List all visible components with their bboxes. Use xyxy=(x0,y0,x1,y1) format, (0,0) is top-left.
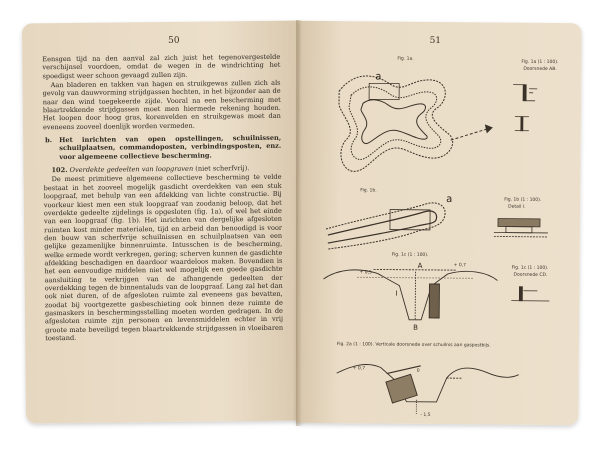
fig2a-level-zero: 0 xyxy=(416,368,420,374)
fig1c-letter-A: A xyxy=(417,261,423,270)
fig1c-detail-drawing xyxy=(511,287,549,301)
fig1c-cross-section xyxy=(323,269,497,321)
heading-text: Het inrichten van open opstellingen, schuilnissen, schuilplaatsen, commandoposten, verbindingsposten, enz. voor algemeene collectieve bescherming. xyxy=(59,133,282,161)
section-heading-b xyxy=(43,134,281,162)
intro-paragraph-1: Eensgen tijd na den aanval zal zich juist het tegenovergestelde verschijnsel voordoen, omdat de wegen in de windrichting het spoedigst weer schoon gevaagd zullen zijn. xyxy=(42,52,281,80)
section-suffix: (niet scherfvrij). xyxy=(195,164,250,173)
fig1c-level-mid: + 0,5 xyxy=(359,270,372,276)
section-number: 102. xyxy=(51,166,68,175)
page-number-right: 51 xyxy=(429,35,442,47)
fig1a-caption: Fig. 1a. xyxy=(397,56,414,62)
section-body: De meest primitieve algemeene collectieve bescherming te velde bestaat in het zooveel mogelijk gasdicht overdekken van een stuk loopgraaf, met behulp van een afdekking van lichte constructie. Bij voorkeur kiest men een stuk loopgraaf van zoodanig beloop, dat het overdekte gedeelte zijdelings is opgesloten (fig. 1a), of wel het einde van een loopgraaf (fig. 1b). Het inrichten van dergelijke afgesloten ruimten kost minder materialen, tijd en arbeid dan benoodigd is voor den bouw van scherfvrije schuilnissen en schuilplaatsen van een gelijke gezamenlijke binnenruimte. Intusschen is de bescherming, welke ermede wordt verkregen, gering; scherven kunnen de gasdichte afdekking beschadigen en daardoor waardeloos maken. Bovendien is het een eenvoudige middelen niet wel mogelijk een goede gasdichte aansluiting te verkrijgen van de afhangende gedeelten der overdekking tegen de binnentaluds van de loopgraaf. Lang zal het dan ook niet duren, of de afgesloten ruimte zal eveneens gas bevatten, zoodat bij voortgezette gasbeschieting ook binnen deze ruimte de gasmaskers in beschermingsstelling moeten worden gedragen. In de afgesloten ruimte zijn personen en levensmiddelen echter in vrij groote mate beveiligd tegen blaartrekkende strijdgassen in vloeibaren toestand. xyxy=(43,173,284,343)
page-number-left: 50 xyxy=(168,35,180,46)
left-page-text xyxy=(42,53,283,344)
fig1c-level-plus: + 0,7 xyxy=(453,263,467,269)
left-page xyxy=(22,21,304,424)
fig2a-dugout-section xyxy=(336,364,518,414)
fig1b-detail-drawing xyxy=(494,218,548,236)
fig1b-letter-a: a xyxy=(446,194,453,206)
fig1b-caption: Fig. 1b. xyxy=(360,188,377,194)
heading-label: b. xyxy=(45,136,53,145)
fig2a-level-plus: + 0,7 xyxy=(352,366,366,372)
fig1a-detail-title: Fig. 1a (1 : 100). xyxy=(521,59,559,66)
fig1b-trench-end xyxy=(326,202,445,250)
section-title: Overdekte gedeelten van loopgraven xyxy=(69,164,194,175)
fig2a-level-minus: - 1,5 xyxy=(420,412,431,418)
book-gutter xyxy=(296,20,302,426)
fig1c-detail-title: Fig. 1c (1 : 100). xyxy=(511,265,549,271)
fig1a-arrow-line xyxy=(451,128,489,140)
fig1a-detail-subtitle: Doorsnede AB. xyxy=(523,66,557,73)
fig1a-arrow-head xyxy=(485,124,493,133)
intro-paragraph-2: Aan bladeren en takken van hagen en struikgewas zullen zich als gevolg van dauwvorming strijdgassen hechten, in het bijzonder aan de naar den wind toegekeerde zijde. Vooral na een bescherming met blaartrekkende strijdgassen moet men hiermede rekening houden. Het loopen door hoog gras, korenvelden en struikgewas moet dan eveneens zooveel doenlijk worden vermeden. xyxy=(42,78,281,132)
fig1c-detail-subtitle: Doorsnede CD. xyxy=(513,272,548,278)
fig1a-section-drawing xyxy=(513,85,537,131)
fig2a-caption: Fig. 2a (1 : 100). Verticale doorsnede over schuilnis aan gaspostbijs. xyxy=(336,342,491,349)
fig1b-detail-title: Fig. 1b (1 : 100). xyxy=(504,197,542,203)
fig1c-letter-B: B xyxy=(413,323,418,332)
figures-illustration xyxy=(296,21,581,425)
fig1c-caption: Fig. 1c (1 : 100). xyxy=(391,252,429,258)
right-page xyxy=(296,21,581,425)
fig1b-detail-subtitle: Detail I. xyxy=(508,204,526,210)
fig1a-trench-plan xyxy=(338,76,453,173)
fig1c-letter-I: I xyxy=(395,289,398,298)
fig1a-letter-a: a xyxy=(375,71,382,83)
fig1a-covered-section xyxy=(369,83,399,99)
